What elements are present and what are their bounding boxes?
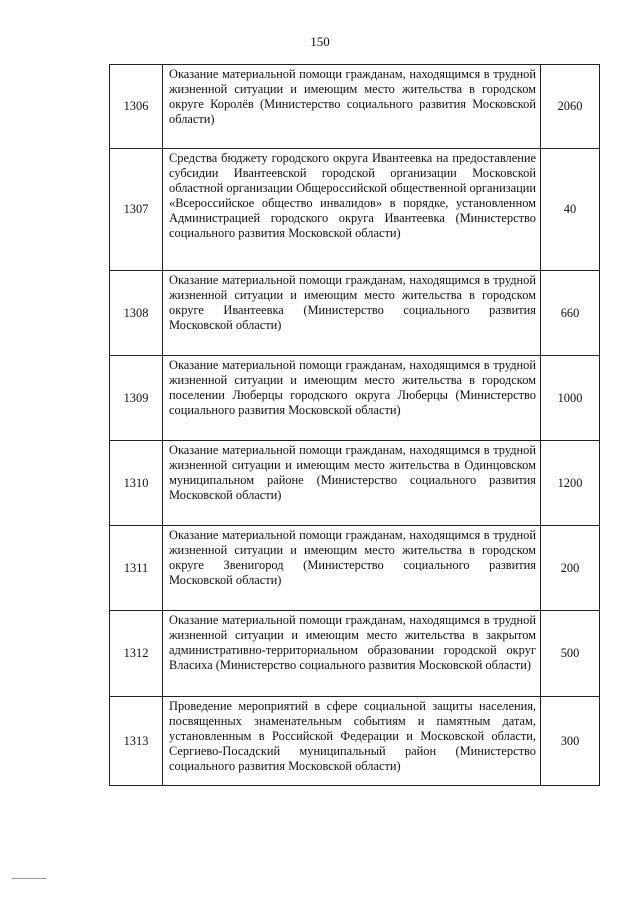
table-row — [110, 611, 600, 697]
row-number: 1308 — [110, 271, 163, 356]
row-number: 1309 — [110, 356, 163, 441]
row-amount: 2060 — [541, 65, 600, 149]
row-description-text: Оказание материальной помощи гражданам, находящимся в трудной жизненной ситуации и имеющим место жительства в городском округе Ивантеевка (Министерство социального развития Московской области) — [169, 273, 536, 332]
row-description — [163, 526, 541, 611]
table-row — [110, 526, 600, 611]
row-description — [163, 697, 541, 786]
row-number: 1313 — [110, 697, 163, 786]
table-row — [110, 441, 600, 526]
table-row — [110, 356, 600, 441]
row-description-text: Оказание материальной помощи гражданам, находящимся в трудной жизненной ситуации и имеющим место жительства в Одинцовском муниципальном районе (Министерство социального развития Московской области) — [169, 443, 536, 502]
row-description-text: Проведение мероприятий в сфере социальной защиты населения, посвященных знаменательным событиям и памятным датам, установленным в Российской Федерации и Московской области, Сергиево-Посадский муниципальный район (Министерство социального развития Московской области) — [169, 699, 536, 773]
row-amount: 40 — [541, 149, 600, 271]
row-description-text: Оказание материальной помощи гражданам, находящимся в трудной жизненной ситуации и имеющим место жительства в городском округе Королёв (Министерство социального развития Московской области) — [169, 67, 536, 126]
row-description — [163, 65, 541, 149]
row-amount: 660 — [541, 271, 600, 356]
row-amount: 500 — [541, 611, 600, 697]
page-number: 150 — [310, 34, 330, 49]
row-number: 1306 — [110, 65, 163, 149]
row-number: 1312 — [110, 611, 163, 697]
table-row — [110, 149, 600, 271]
row-number: 1307 — [110, 149, 163, 271]
row-description-text: Оказание материальной помощи гражданам, находящимся в трудной жизненной ситуации и имеющим место жительства в городском округе Звенигород (Министерство социального развития Московской области) — [169, 528, 536, 587]
row-amount: 200 — [541, 526, 600, 611]
row-description-text: Оказание материальной помощи гражданам, находящимся в трудной жизненной ситуации и имеющим место жительства в городском поселении Люберцы городского округа Люберцы (Министерство социального развития Московской области) — [169, 358, 536, 417]
row-description — [163, 271, 541, 356]
footer-mark — [12, 878, 46, 879]
row-description — [163, 356, 541, 441]
row-number: 1311 — [110, 526, 163, 611]
row-description — [163, 441, 541, 526]
row-description-text: Средства бюджету городского округа Ивантеевка на предоставление субсидии Ивантеевской городской организации Московской областной организации Общероссийской общественной организации «Всероссийское общество инвалидов» в порядке, установленном Администрацией городского округа Ивантеевка (Министерство социального развития Московской области) — [169, 151, 536, 240]
table-row — [110, 271, 600, 356]
budget-table — [109, 64, 600, 786]
table-row — [110, 697, 600, 786]
row-amount: 300 — [541, 697, 600, 786]
row-description — [163, 149, 541, 271]
table-row — [110, 65, 600, 149]
row-amount: 1000 — [541, 356, 600, 441]
row-description-text: Оказание материальной помощи гражданам, находящимся в трудной жизненной ситуации и имеющим место жительства в закрытом административно-территориальном образовании городской округ Власиха (Министерство социального развития Московской области) — [169, 613, 536, 672]
row-amount: 1200 — [541, 441, 600, 526]
row-description — [163, 611, 541, 697]
row-number: 1310 — [110, 441, 163, 526]
